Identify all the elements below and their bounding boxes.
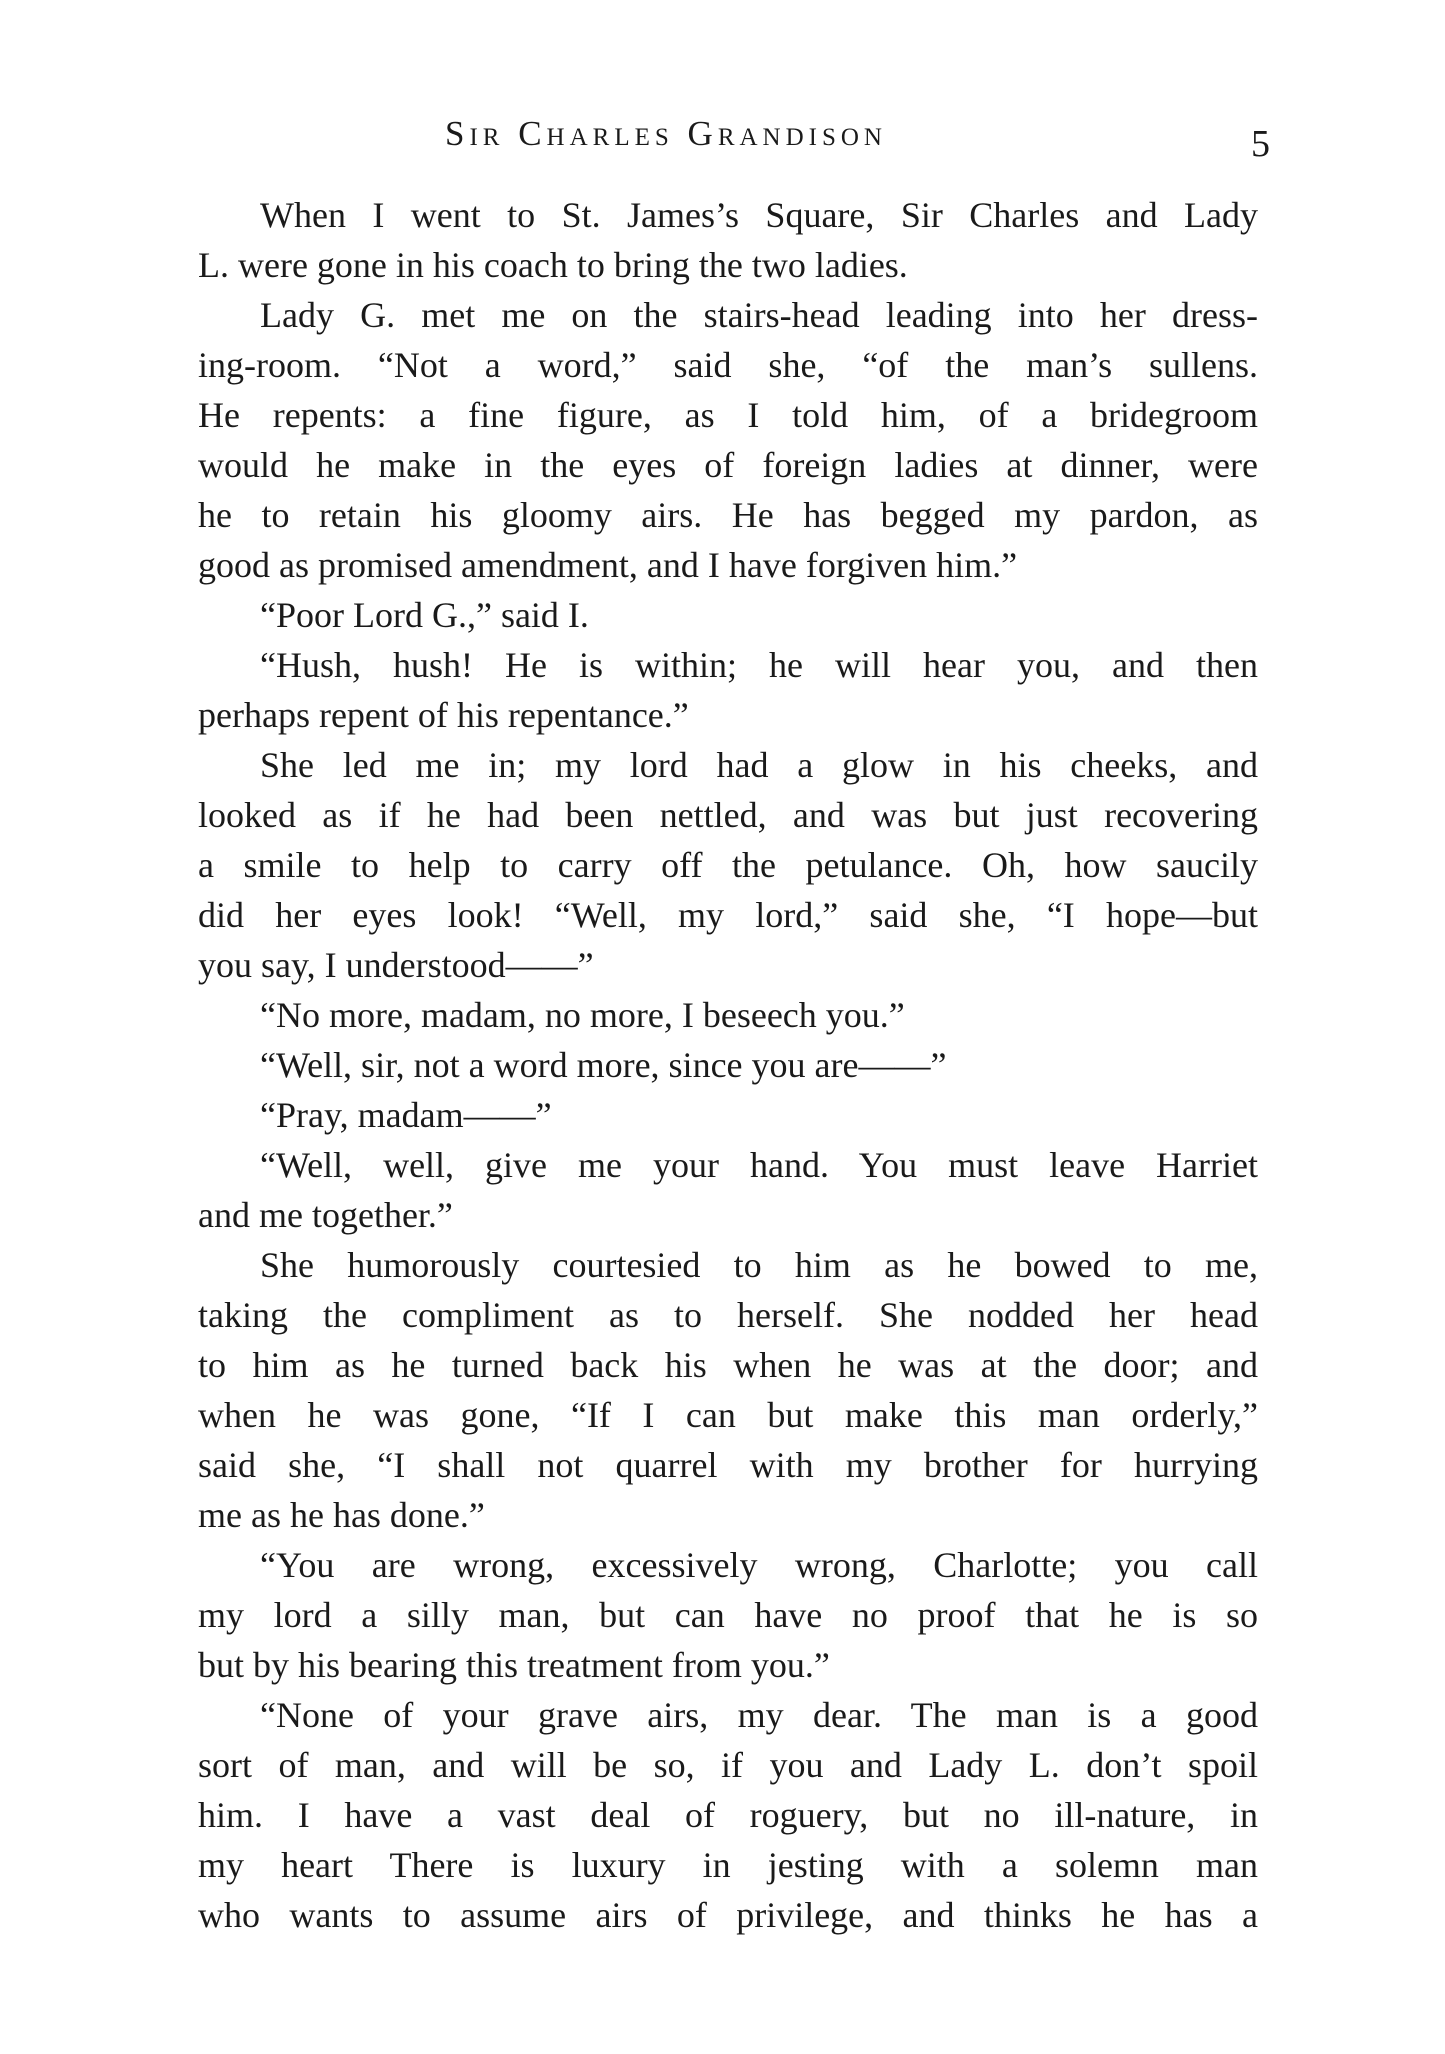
text-line: did her eyes look! “Well, my lord,” said she, “I hope—but <box>198 895 1258 935</box>
text-line: who wants to assume airs of privilege, and thinks he has a <box>198 1895 1258 1935</box>
text-line: you say, I understood——” <box>198 945 594 985</box>
text-line: would he make in the eyes of foreign ladies at dinner, were <box>198 445 1258 485</box>
page-number: 5 <box>1251 123 1270 165</box>
body-text <box>198 190 1258 1940</box>
text-line: “No more, madam, no more, I beseech you.” <box>260 995 905 1035</box>
text-line: good as promised amendment, and I have forgiven him.” <box>198 545 1018 585</box>
text-line: looked as if he had been nettled, and was but just recovering <box>198 795 1258 835</box>
text-line: sort of man, and will be so, if you and Lady L. don’t spoil <box>198 1745 1258 1785</box>
text-line: but by his bearing this treatment from you.” <box>198 1645 830 1685</box>
text-line: to him as he turned back his when he was at the door; and <box>198 1345 1258 1385</box>
text-line: “Hush, hush! He is within; he will hear you, and then <box>260 645 1258 685</box>
text-line: and me together.” <box>198 1195 453 1235</box>
text-line: perhaps repent of his repentance.” <box>198 695 689 735</box>
text-line: “Well, well, give me your hand. You must leave Harriet <box>260 1145 1258 1185</box>
text-line: me as he has done.” <box>198 1495 485 1535</box>
text-line: he to retain his gloomy airs. He has begged my pardon, as <box>198 495 1258 535</box>
text-line: She led me in; my lord had a glow in his cheeks, and <box>260 745 1258 785</box>
text-line: taking the compliment as to herself. She nodded her head <box>198 1295 1258 1335</box>
text-line: “Poor Lord G.,” said I. <box>260 595 589 635</box>
text-line: He repents: a fine figure, as I told him, of a bridegroom <box>198 395 1258 435</box>
text-line: “Well, sir, not a word more, since you are——” <box>260 1045 947 1085</box>
running-title: Sir Charles Grandison <box>445 114 887 153</box>
running-head <box>200 114 1270 174</box>
text-line: “None of your grave airs, my dear. The man is a good <box>260 1695 1258 1735</box>
text-line: my lord a silly man, but can have no proof that he is so <box>198 1595 1258 1635</box>
text-line: when he was gone, “If I can but make this man orderly,” <box>198 1395 1258 1435</box>
text-line: him. I have a vast deal of roguery, but no ill-nature, in <box>198 1795 1258 1835</box>
text-line: a smile to help to carry off the petulance. Oh, how saucily <box>198 845 1258 885</box>
text-line: my heart There is luxury in jesting with a solemn man <box>198 1845 1258 1885</box>
text-line: “You are wrong, excessively wrong, Charlotte; you call <box>260 1545 1258 1585</box>
text-line: L. were gone in his coach to bring the two ladies. <box>198 245 908 285</box>
text-line: She humorously courtesied to him as he bowed to me, <box>260 1245 1258 1285</box>
text-line: “Pray, madam——” <box>260 1095 552 1135</box>
text-line: said she, “I shall not quarrel with my brother for hurrying <box>198 1445 1258 1485</box>
text-line: When I went to St. James’s Square, Sir Charles and Lady <box>260 195 1258 235</box>
text-line: Lady G. met me on the stairs-head leading into her dress- <box>260 295 1258 335</box>
text-line: ing-room. “Not a word,” said she, “of the man’s sullens. <box>198 345 1258 385</box>
